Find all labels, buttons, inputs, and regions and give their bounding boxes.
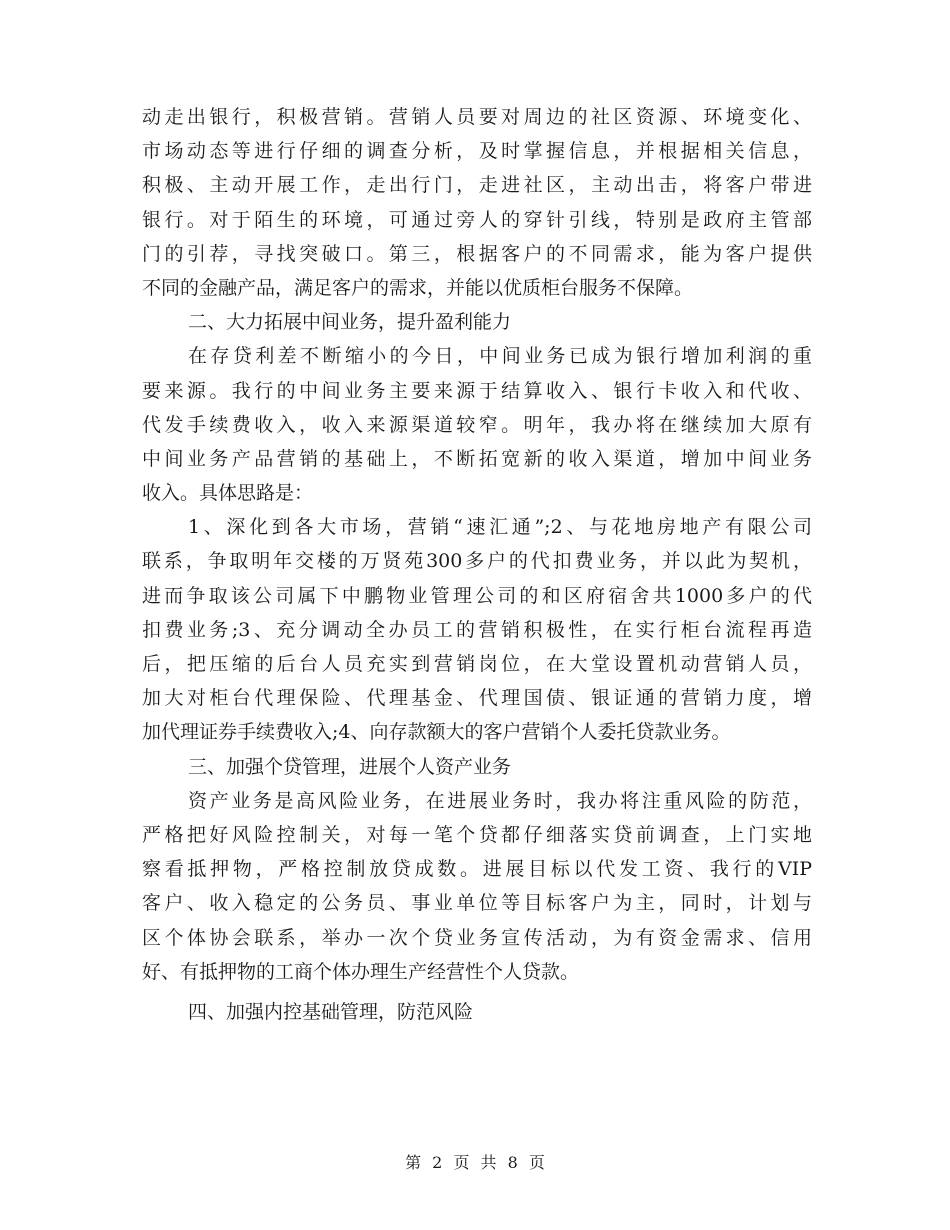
text-line: 加代理证券手续费收入;4、向存款额大的客户营销个人委托贷款业务。 [142,721,731,744]
text-line: 加大对柜台代理保险、代理基金、代理国债、银证通的营销力度，增 [142,687,812,710]
text-line: 四、加强内控基础管理，防范风险 [188,1000,474,1023]
text-line: 在存贷利差不断缩小的今日，中间业务已成为银行增加利润的重 [188,345,812,368]
page-footer: 第 2 页 共 8 页 [405,1153,545,1172]
text-line: 进而争取该公司属下中鹏物业管理公司的和区府宿舍共1000多户的代 [142,584,812,607]
text-line: 严格把好风险控制关，对每一笔个贷都仔细落实贷前调查，上门实地 [142,823,812,846]
text-line: 积极、主动开展工作，走出行门，走进社区，主动出击，将客户带进 [142,174,812,197]
text-line: 联系，争取明年交楼的万贤苑300多户的代扣费业务，并以此为契机， [142,550,812,573]
text-line: 中间业务产品营销的基础上，不断拓宽新的收入渠道，增加中间业务 [142,447,812,470]
text-line: 市场动态等进行仔细的调查分析，及时掌握信息，并根据相关信息， [142,140,812,163]
text-line: 1、深化到各大市场，营销“速汇通”;2、与花地房地产有限公司 [188,516,812,539]
text-line: 不同的金融产品，满足客户的需求，并能以优质柜台服务不保障。 [142,276,694,299]
text-line: 二、大力拓展中间业务，提升盈利能力 [188,311,512,334]
text-line: 察看抵押物，严格控制放贷成数。进展目标以代发工资、我行的VIP [142,858,812,881]
text-line: 代发手续费收入，收入来源渠道较窄。明年，我办将在继续加大原有 [142,413,812,436]
text-line: 动走出银行，积极营销。营销人员要对周边的社区资源、环境变化、 [142,106,812,128]
text-line: 银行。对于陌生的环境，可通过旁人的穿针引线，特别是政府主管部 [142,208,812,231]
text-line: 要来源。我行的中间业务主要来源于结算收入、银行卡收入和代收、 [142,379,812,402]
text-line: 资产业务是高风险业务，在进展业务时，我办将注重风险的防范， [188,789,812,812]
text-line: 门的引荐，寻找突破口。第三，根据客户的不同需求，能为客户提供 [142,242,812,265]
text-line: 收入。具体思路是： [142,482,314,505]
text-line: 客户、收入稳定的公务员、事业单位等目标客户为主，同时，计划与 [142,892,812,915]
document-body [142,100,812,1029]
text-line: 三、加强个贷管理，进展个人资产业务 [188,755,512,778]
text-line: 区个体协会联系，举办一次个贷业务宣传活动，为有资金需求、信用 [142,926,812,949]
text-line: 扣费业务;3、充分调动全办员工的营销积极性，在实行柜台流程再造 [142,618,812,641]
text-line: 后，把压缩的后台人员充实到营销岗位，在大堂设置机动营销人员， [142,653,812,675]
text-line: 好、有抵押物的工商个体办理生产经营性个人贷款。 [142,960,580,983]
